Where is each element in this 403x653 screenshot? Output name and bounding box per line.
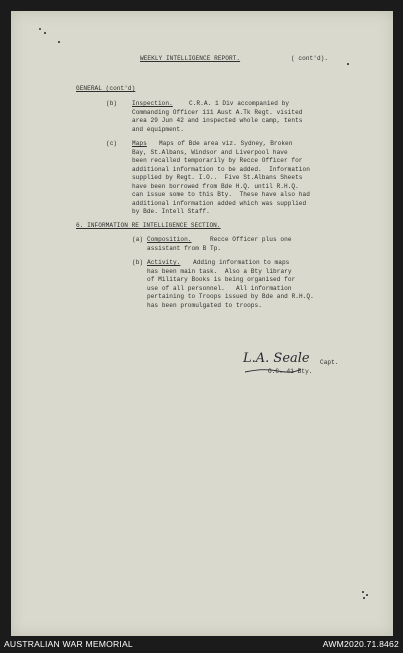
- text-line: Maps of Bde area viz. Sydney, Broken: [159, 140, 293, 147]
- text-line: has been main task. Also a Bty library: [147, 267, 292, 275]
- text-line: supplied by Regt. I.O.. Five St.Albans Sheets: [132, 174, 303, 181]
- handwritten-signature: L.A. Seale: [243, 351, 310, 366]
- text-line: pertaining to Troops issued by Bde and R.H.Q.: [147, 293, 314, 300]
- scan-speck: [362, 591, 364, 593]
- text-line: Adding information to maps: [193, 259, 290, 266]
- scan-speck: [347, 63, 349, 65]
- text-line: Bay, St.Albans, Windsor and Liverpool have: [132, 148, 288, 156]
- signature-rank: Capt.: [320, 359, 339, 366]
- document-page: [11, 11, 393, 636]
- footer-right: AWM2020.71.8462: [322, 639, 399, 649]
- footer-left: AUSTRALIAN WAR MEMORIAL: [4, 639, 133, 649]
- text-line: use of all personnel. All information: [147, 284, 292, 292]
- text-line: and equipment.: [132, 125, 184, 133]
- text-line: assistant from B Tp.: [147, 244, 222, 252]
- item-label: (b): [132, 259, 144, 266]
- text-line: Recce Officer plus one: [210, 236, 292, 243]
- scan-speck: [363, 597, 365, 599]
- text-line: area 29 Jun 42 and inspected whole camp, tents: [132, 117, 303, 124]
- text-line: been recalled temporarily by Recce Officer for: [132, 157, 303, 164]
- item-label: (a): [132, 236, 144, 243]
- signature-title: O.C. 41 Bty.: [268, 368, 313, 375]
- item-title: Activity.: [147, 259, 181, 266]
- report-contd: ( cont'd).: [291, 55, 329, 62]
- text-line: Commanding Officer 111 Aust A.Tk Regt. visited: [132, 108, 303, 116]
- scan-speck: [44, 32, 46, 34]
- item-label: (b): [106, 100, 118, 107]
- text-line: additional information added which was supplied: [132, 199, 307, 207]
- item-label: (c): [106, 140, 118, 147]
- item-title: Composition.: [147, 236, 192, 243]
- text-line: C.R.A. 1 Div accompanied by: [189, 100, 290, 107]
- text-line: have been borrowed from Bde H.Q. until R.H.Q.: [132, 182, 299, 190]
- section6-heading: 6. INFORMATION RE INTELLIGENCE SECTION.: [76, 222, 221, 229]
- text-line: of Military Books is being organised for: [147, 276, 296, 283]
- scan-speck: [366, 594, 368, 596]
- text-line: can issue some to this Bty. These have also had: [132, 191, 310, 198]
- text-line: has been promulgated to troops.: [147, 301, 262, 309]
- text-line: additional information to be added. Information: [132, 165, 310, 173]
- report-title: WEEKLY INTELLIGENCE REPORT.: [140, 55, 241, 62]
- scan-speck: [58, 41, 60, 43]
- item-title: Inspection.: [132, 100, 173, 107]
- scan-speck: [39, 28, 41, 30]
- text-line: by Bde. Intell Staff.: [132, 208, 210, 215]
- item-title: Maps: [132, 140, 147, 147]
- general-heading: GENERAL (cont'd): [76, 85, 136, 92]
